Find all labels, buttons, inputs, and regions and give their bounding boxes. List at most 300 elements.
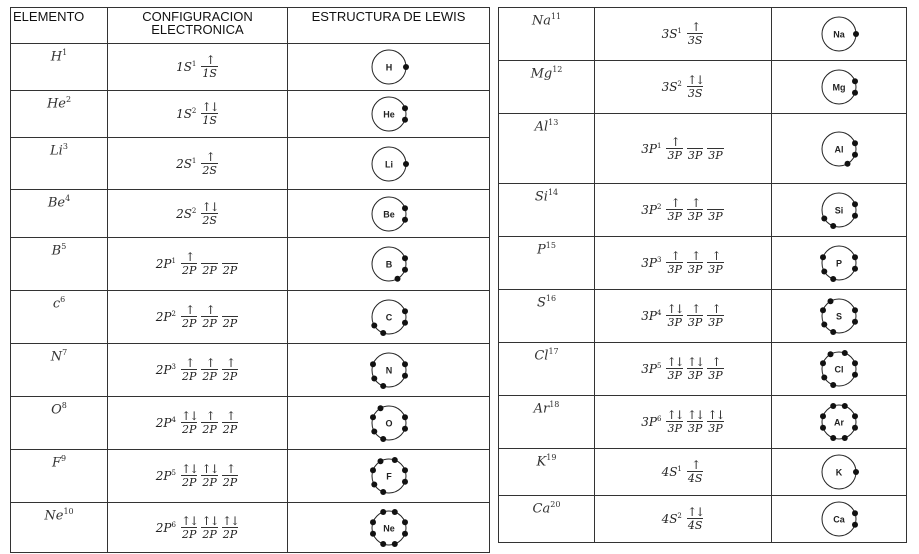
element-row — [499, 8, 907, 61]
atomic-number: 18 — [549, 400, 560, 409]
element-cell — [11, 397, 108, 450]
config-subshell: 2P — [155, 416, 172, 430]
element-cell — [499, 237, 595, 290]
config-subshell: 3S — [661, 27, 678, 41]
orbital-box — [687, 409, 703, 435]
valence-electron-dot — [380, 541, 386, 547]
config-prefix — [176, 107, 196, 121]
orbital-box — [201, 357, 217, 383]
lewis-structure — [812, 240, 866, 286]
orbital-label: 2P — [181, 264, 197, 277]
electron-configuration — [595, 459, 771, 485]
orbital-box — [201, 251, 217, 277]
element-row — [11, 44, 490, 91]
config-subshell: 3S — [661, 80, 678, 94]
valence-electron-dot — [402, 519, 408, 525]
atomic-number: 7 — [62, 348, 68, 357]
lewis-cell — [772, 8, 907, 61]
lewis-structure — [812, 187, 866, 233]
valence-electron-dot — [852, 413, 858, 419]
lewis-cell — [288, 138, 490, 190]
electron-configuration — [108, 304, 287, 330]
lewis-cell — [288, 190, 490, 238]
element-symbol: H — [50, 49, 63, 65]
config-exponent: 4 — [171, 416, 176, 424]
lewis-symbol: Mg — [832, 82, 846, 93]
config-prefix — [662, 27, 682, 41]
element-cell — [11, 138, 108, 190]
orbital-box — [201, 101, 218, 127]
lewis-structure — [362, 453, 416, 499]
atomic-number: 6 — [60, 295, 66, 304]
orbital-box — [201, 515, 217, 541]
element-row — [499, 114, 907, 184]
orbital-box — [666, 197, 682, 223]
orbital-box — [666, 356, 682, 382]
orbital-box — [666, 136, 682, 162]
orbital-label: 1S — [202, 67, 217, 80]
config-subshell: 2P — [155, 257, 172, 271]
lewis-structure — [812, 293, 866, 339]
orbital-label: 2P — [202, 423, 217, 436]
config-exponent: 3 — [657, 256, 662, 264]
element-symbol: Si — [534, 189, 548, 205]
lewis-cell — [288, 450, 490, 503]
spin-arrows: ↑ — [711, 249, 720, 263]
orbital-label: 4S — [687, 519, 703, 532]
element-cell — [499, 114, 595, 184]
orbital-box — [222, 410, 238, 436]
orbital-box — [222, 463, 238, 489]
lewis-cell — [772, 237, 907, 290]
spin-arrows: ↑ — [225, 409, 235, 423]
config-exponent: 3 — [171, 363, 176, 371]
configuration-cell — [595, 290, 772, 343]
lewis-symbol: Al — [834, 144, 844, 154]
config-exponent: 2 — [677, 512, 682, 520]
config-prefix — [641, 309, 661, 323]
electron-configuration — [108, 410, 287, 436]
valence-electron-dot — [380, 489, 386, 495]
config-exponent: 6 — [657, 415, 662, 423]
valence-electron-dot — [852, 360, 858, 366]
element-symbol: c — [52, 296, 61, 312]
lewis-symbol: Be — [382, 209, 395, 219]
atomic-number: 20 — [550, 500, 561, 509]
element-row — [11, 503, 490, 553]
valence-electron-dot — [830, 382, 836, 388]
orbital-box — [687, 197, 703, 223]
orbital-box — [666, 250, 682, 276]
orbital-label: 2P — [202, 317, 217, 330]
valence-electron-dot — [852, 522, 858, 528]
electron-configuration — [595, 506, 771, 532]
lewis-symbol: O — [384, 418, 393, 429]
orbital-box — [707, 250, 723, 276]
valence-electron-dot — [852, 254, 858, 260]
valence-electron-dot — [391, 509, 397, 515]
lewis-symbol: F — [385, 471, 392, 482]
configuration-cell — [108, 44, 288, 91]
valence-electron-dot — [370, 361, 376, 367]
orbital-box — [707, 303, 723, 329]
lewis-cell — [772, 396, 907, 449]
atomic-number: 10 — [63, 507, 74, 516]
valence-electron-dot — [402, 373, 408, 379]
orbital-box — [181, 463, 197, 489]
orbital-label: 2P — [181, 370, 197, 383]
element-symbol: P — [537, 242, 546, 258]
element-row — [499, 184, 907, 237]
orbital-box — [687, 356, 703, 382]
valence-electron-dot — [852, 78, 858, 84]
valence-electron-dot — [820, 307, 826, 313]
electron-configuration — [108, 463, 287, 489]
configuration-cell — [108, 503, 288, 553]
lewis-structure — [812, 399, 866, 445]
valence-electron-dot — [821, 322, 827, 328]
config-prefix — [641, 362, 661, 376]
config-prefix — [156, 416, 176, 430]
atomic-number: 15 — [545, 241, 556, 250]
spin-arrows: ↑ — [185, 250, 194, 264]
spin-arrows: ↑↓ — [666, 302, 683, 316]
orbital-label: 3P — [687, 210, 703, 223]
valence-electron-dot — [852, 90, 858, 96]
config-subshell: 4S — [661, 512, 678, 526]
orbital-box — [707, 197, 723, 223]
orbital-label: 2P — [181, 317, 197, 330]
atomic-number: 8 — [61, 401, 67, 410]
valence-electron-dot — [821, 269, 827, 275]
orbital-label: 3P — [687, 422, 703, 435]
orbital-label: 3P — [667, 316, 682, 329]
orbital-label: 2S — [202, 163, 217, 177]
valence-electron-dot — [371, 482, 377, 488]
lewis-structure — [362, 141, 416, 187]
electron-configuration — [108, 101, 287, 127]
lewis-cell — [288, 397, 490, 450]
valence-electron-dot — [842, 435, 848, 441]
spin-arrows: ↑ — [711, 355, 720, 369]
config-exponent: 1 — [677, 27, 682, 35]
lewis-symbol: N — [385, 365, 392, 376]
element-cell — [11, 291, 108, 344]
config-subshell: 2P — [155, 363, 172, 377]
configuration-cell — [595, 61, 772, 114]
orbital-box — [222, 251, 238, 277]
valence-electron-dot — [830, 329, 836, 335]
element-symbol: Al — [534, 119, 549, 135]
valence-electron-dot — [402, 308, 408, 314]
orbital-label: 3P — [708, 316, 723, 329]
orbital-label: 3P — [667, 210, 682, 223]
lewis-symbol: K — [835, 467, 843, 478]
element-symbol: Ar — [533, 401, 550, 417]
spin-arrows: ↑ — [691, 196, 700, 210]
lewis-cell — [772, 290, 907, 343]
orbital-label: 2P — [222, 370, 238, 383]
electron-config-table-left — [10, 7, 490, 553]
valence-electron-dot — [402, 216, 408, 222]
element-cell — [499, 396, 595, 449]
lewis-structure — [812, 449, 866, 495]
valence-electron-dot — [380, 383, 386, 389]
valence-electron-dot — [852, 151, 858, 157]
orbital-label: 3P — [708, 422, 723, 435]
valence-electron-dot — [394, 276, 400, 282]
valence-electron-dot — [853, 31, 859, 37]
valence-electron-dot — [852, 140, 858, 146]
lewis-structure — [812, 346, 866, 392]
config-subshell: 2P — [155, 520, 172, 535]
orbital-box — [707, 409, 723, 435]
spin-arrows: ↑ — [225, 462, 235, 476]
spin-arrows: ↑↓ — [181, 409, 198, 423]
element-row — [11, 397, 490, 450]
orbital-box — [687, 21, 704, 47]
element-row — [11, 238, 490, 291]
configuration-cell — [595, 449, 772, 496]
config-exponent: 2 — [191, 206, 197, 215]
valence-electron-dot — [402, 105, 408, 111]
electron-configuration — [595, 409, 771, 435]
electron-configuration — [108, 151, 287, 177]
valence-electron-dot — [377, 458, 383, 464]
orbital-label: 2P — [181, 527, 197, 541]
valence-electron-dot — [402, 414, 408, 420]
element-row — [11, 138, 490, 190]
element-symbol: N — [50, 349, 63, 365]
element-symbol: He — [46, 96, 66, 112]
config-prefix — [176, 157, 196, 171]
electron-configuration — [108, 54, 287, 80]
orbital-box — [201, 304, 217, 330]
config-exponent: 2 — [171, 310, 176, 318]
config-prefix — [641, 256, 661, 270]
orbital-label: 2P — [202, 527, 217, 541]
header-lewis: ESTRUCTURA DE LEWIS — [288, 8, 490, 44]
lewis-symbol: H — [385, 62, 392, 73]
config-exponent: 2 — [677, 80, 682, 88]
electron-config-table-right — [498, 7, 907, 543]
valence-electron-dot — [852, 201, 858, 207]
valence-electron-dot — [370, 519, 376, 525]
element-cell — [11, 344, 108, 397]
config-exponent: 4 — [657, 309, 662, 317]
valence-electron-dot — [402, 117, 408, 123]
element-row — [499, 449, 907, 496]
orbital-label: 3P — [667, 369, 682, 382]
orbital-label: 3P — [708, 369, 723, 382]
config-subshell: 3P — [641, 256, 658, 270]
spin-arrows: ↑ — [185, 356, 194, 370]
valence-electron-dot — [821, 216, 827, 222]
lewis-symbol: Ca — [833, 514, 845, 525]
spin-arrows: ↑↓ — [687, 505, 704, 519]
config-exponent: 1 — [191, 60, 197, 68]
spin-arrows: ↑ — [691, 20, 700, 34]
valence-electron-dot — [380, 509, 386, 515]
config-prefix — [662, 80, 682, 94]
orbital-label: 3P — [667, 422, 682, 435]
electron-configuration — [595, 197, 771, 223]
orbital-label: 2P — [222, 317, 238, 330]
configuration-cell — [595, 8, 772, 61]
lewis-cell — [772, 343, 907, 396]
configuration-cell — [595, 343, 772, 396]
config-exponent: 5 — [171, 469, 176, 477]
spin-arrows: ↑ — [670, 196, 679, 210]
spin-arrows: ↑ — [691, 249, 700, 263]
config-prefix — [156, 310, 176, 324]
orbital-box — [707, 136, 723, 162]
header-configuracion: CONFIGURACION ELECTRONICA — [108, 8, 288, 44]
orbital-box — [201, 54, 218, 80]
lewis-structure — [812, 11, 866, 57]
spin-arrows: ↑↓ — [687, 355, 704, 369]
valence-electron-dot — [828, 351, 834, 357]
valence-electron-dot — [402, 361, 408, 367]
orbital-label: 2P — [181, 423, 197, 436]
element-cell — [499, 184, 595, 237]
orbital-label: 2P — [222, 423, 238, 436]
lewis-symbol: S — [835, 311, 843, 322]
config-prefix — [156, 257, 176, 271]
electron-configuration — [595, 303, 771, 329]
valence-electron-dot — [402, 479, 408, 485]
valence-electron-dot — [371, 323, 377, 329]
valence-electron-dot — [370, 467, 376, 473]
orbital-box — [201, 201, 218, 227]
lewis-symbol: Si — [834, 205, 844, 216]
orbital-box — [181, 410, 197, 436]
orbital-label: 2P — [222, 476, 238, 489]
lewis-cell — [288, 238, 490, 291]
lewis-symbol: C — [385, 312, 392, 323]
orbital-label: 3S — [687, 34, 703, 47]
element-symbol: Li — [50, 143, 63, 159]
config-prefix — [662, 512, 682, 526]
orbital-box — [687, 74, 704, 100]
element-row — [11, 291, 490, 344]
orbital-label: 2P — [222, 264, 238, 277]
configuration-cell — [108, 450, 288, 503]
atomic-number: 17 — [548, 347, 559, 356]
element-cell — [11, 44, 108, 91]
spin-arrows: ↑↓ — [707, 408, 724, 422]
orbital-label: 2S — [202, 213, 217, 227]
valence-electron-dot — [391, 457, 397, 463]
configuration-cell — [108, 344, 288, 397]
valence-electron-dot — [852, 266, 858, 272]
lewis-cell — [288, 291, 490, 344]
configuration-cell — [108, 397, 288, 450]
element-symbol: Cl — [534, 348, 549, 364]
valence-electron-dot — [377, 405, 383, 411]
config-exponent: 1 — [191, 156, 197, 165]
orbital-box — [707, 356, 723, 382]
lewis-cell — [772, 114, 907, 184]
atomic-number: 4 — [65, 194, 71, 203]
electron-configuration — [595, 250, 771, 276]
config-subshell: 3P — [641, 309, 658, 323]
element-cell — [11, 190, 108, 238]
valence-electron-dot — [852, 425, 858, 431]
valence-electron-dot — [830, 276, 836, 282]
lewis-structure — [812, 64, 866, 110]
config-prefix — [176, 207, 196, 221]
spin-arrows: ↑↓ — [201, 199, 218, 214]
spin-arrows: ↑ — [205, 356, 214, 370]
configuration-cell — [595, 396, 772, 449]
orbital-box — [687, 303, 703, 329]
orbital-label: 3P — [708, 263, 723, 276]
atomic-number: 9 — [60, 454, 67, 463]
atomic-number: 16 — [545, 294, 557, 303]
spin-arrows: ↑↓ — [687, 408, 704, 422]
electron-configuration — [595, 21, 771, 47]
orbital-label: 3P — [667, 148, 682, 162]
valence-electron-dot — [842, 403, 848, 409]
configuration-cell — [595, 237, 772, 290]
valence-electron-dot — [820, 413, 826, 419]
lewis-cell — [772, 496, 907, 543]
lewis-symbol: Ar — [833, 417, 845, 428]
config-exponent: 6 — [171, 520, 176, 529]
orbital-box — [687, 136, 703, 162]
config-subshell: 3P — [641, 203, 658, 217]
element-symbol: S — [536, 295, 546, 311]
valence-electron-dot — [830, 223, 836, 229]
electron-configuration — [595, 136, 771, 162]
element-cell — [11, 91, 108, 138]
lewis-symbol: Ne — [382, 523, 395, 533]
lewis-structure — [812, 126, 866, 172]
spin-arrows: ↑ — [225, 356, 235, 370]
spin-arrows: ↑↓ — [666, 408, 683, 422]
orbital-label: 3P — [687, 369, 703, 382]
element-row — [499, 343, 907, 396]
spin-arrows: ↑↓ — [201, 513, 218, 528]
orbital-box — [201, 410, 217, 436]
element-cell — [499, 290, 595, 343]
config-prefix — [156, 469, 176, 483]
valence-electron-dot — [852, 372, 858, 378]
orbital-label: 3P — [708, 148, 723, 162]
spin-arrows: ↑↓ — [201, 462, 218, 476]
atomic-number: 13 — [548, 118, 559, 127]
orbital-box — [201, 463, 217, 489]
element-cell — [11, 450, 108, 503]
valence-electron-dot — [852, 319, 858, 325]
orbital-box — [666, 303, 682, 329]
spin-arrows: ↑ — [670, 249, 679, 263]
config-subshell: 2S — [176, 156, 192, 171]
config-prefix — [641, 203, 661, 217]
spin-arrows: ↑ — [205, 303, 214, 317]
valence-electron-dot — [852, 510, 858, 516]
valence-electron-dot — [402, 530, 408, 536]
atomic-number: 3 — [62, 142, 68, 151]
atomic-number: 5 — [61, 242, 67, 251]
lewis-structure — [362, 191, 416, 237]
valence-electron-dot — [842, 350, 848, 356]
element-row — [11, 91, 490, 138]
electron-configuration — [595, 356, 771, 382]
config-prefix — [176, 60, 196, 74]
orbital-box — [181, 357, 197, 383]
